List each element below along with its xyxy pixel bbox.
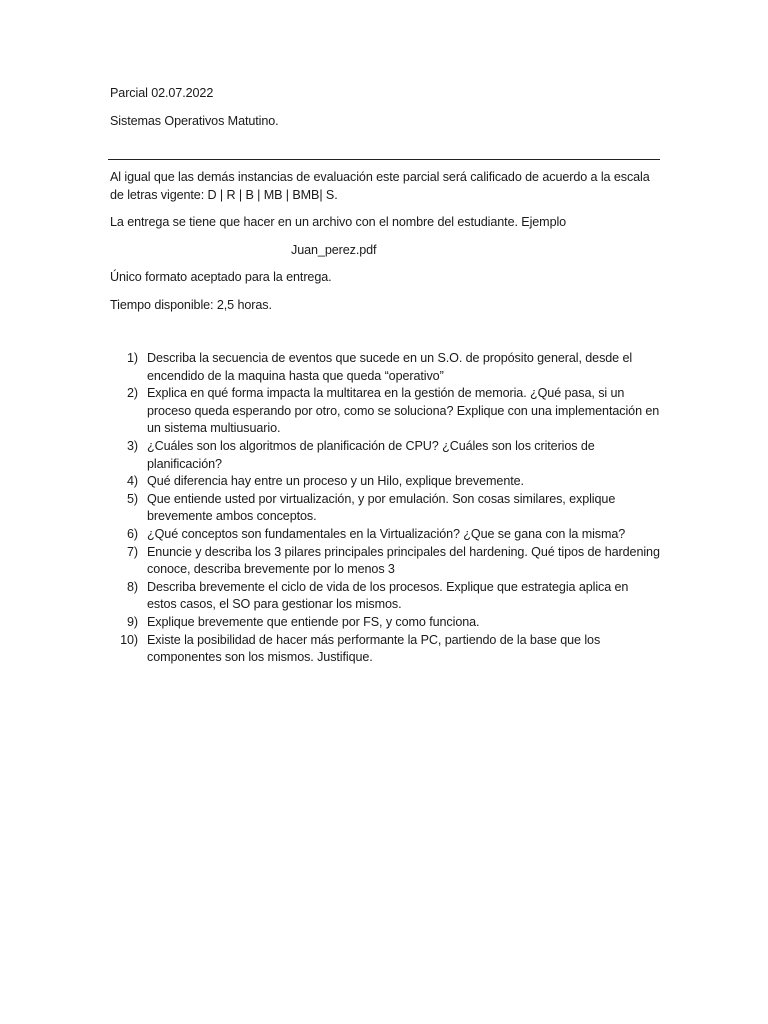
question-text: Qué diferencia hay entre un proceso y un Hilo, explique brevemente. (147, 474, 524, 489)
question-number: 6) (127, 526, 138, 541)
question-number: 10) (120, 632, 138, 647)
question-item (110, 385, 660, 438)
question-text: Existe la posibilidad de hacer más performante la PC, partiendo de la base que los componentes son los mismos. Justifique. (147, 632, 601, 665)
question-item (110, 614, 660, 632)
format-note: Único formato aceptado para la entrega. (110, 270, 332, 284)
question-item (110, 526, 660, 544)
question-text: Describa la secuencia de eventos que sucede en un S.O. de propósito general, desde el encendido de la maquina hasta que queda “operativo” (147, 351, 633, 383)
exam-title: Parcial 02.07.2022 (110, 86, 214, 100)
question-number: 7) (127, 544, 138, 559)
question-text: Describa brevemente el ciclo de vida de los procesos. Explique que estrategia aplica en estos casos, el SO para gestionar los mismos. (147, 579, 629, 612)
question-item (110, 350, 660, 385)
question-number: 1) (127, 351, 138, 365)
question-text: Enuncie y describa los 3 pilares principales principales del hardening. Qué tipos de hardening conoce, describa brevemente por lo menos 3 (147, 544, 660, 577)
question-number: 3) (127, 438, 138, 453)
course-name: Sistemas Operativos Matutino. (110, 114, 279, 128)
grading-instructions: Al igual que las demás instancias de evaluación este parcial será calificado de acuerdo a la escala de letras vigente: D | R | B | MB | BMB| S. (110, 170, 650, 202)
time-available: Tiempo disponible: 2,5 horas. (110, 298, 272, 312)
question-number: 9) (127, 614, 138, 629)
question-item (110, 579, 660, 614)
question-number: 2) (127, 386, 138, 401)
question-item (110, 632, 660, 667)
question-item (110, 473, 660, 491)
question-number: 8) (127, 579, 138, 594)
delivery-instructions: La entrega se tiene que hacer en un archivo con el nombre del estudiante. Ejemplo (110, 215, 567, 229)
question-text: Explica en qué forma impacta la multitarea en la gestión de memoria. ¿Qué pasa, si un proceso queda esperando por otro, como se soluciona? Explique con una implementación en un sistema multiusuario. (147, 386, 660, 436)
question-list (110, 350, 660, 667)
question-text: ¿Cuáles son los algoritmos de planificación de CPU? ¿Cuáles son los criterios de planificación? (147, 438, 595, 471)
question-number: 4) (127, 474, 138, 489)
horizontal-divider (108, 159, 660, 160)
question-text: ¿Qué conceptos son fundamentales en la Virtualización? ¿Que se gana con la misma? (147, 526, 626, 541)
question-number: 5) (127, 491, 138, 506)
question-text: Que entiende usted por virtualización, y por emulación. Son cosas similares, explique brevemente ambos conceptos. (147, 491, 616, 524)
question-item (110, 544, 660, 579)
question-text: Explique brevemente que entiende por FS, y como funciona. (147, 614, 480, 629)
question-item (110, 438, 660, 473)
question-item (110, 491, 660, 526)
example-filename: Juan_perez.pdf (291, 243, 377, 257)
